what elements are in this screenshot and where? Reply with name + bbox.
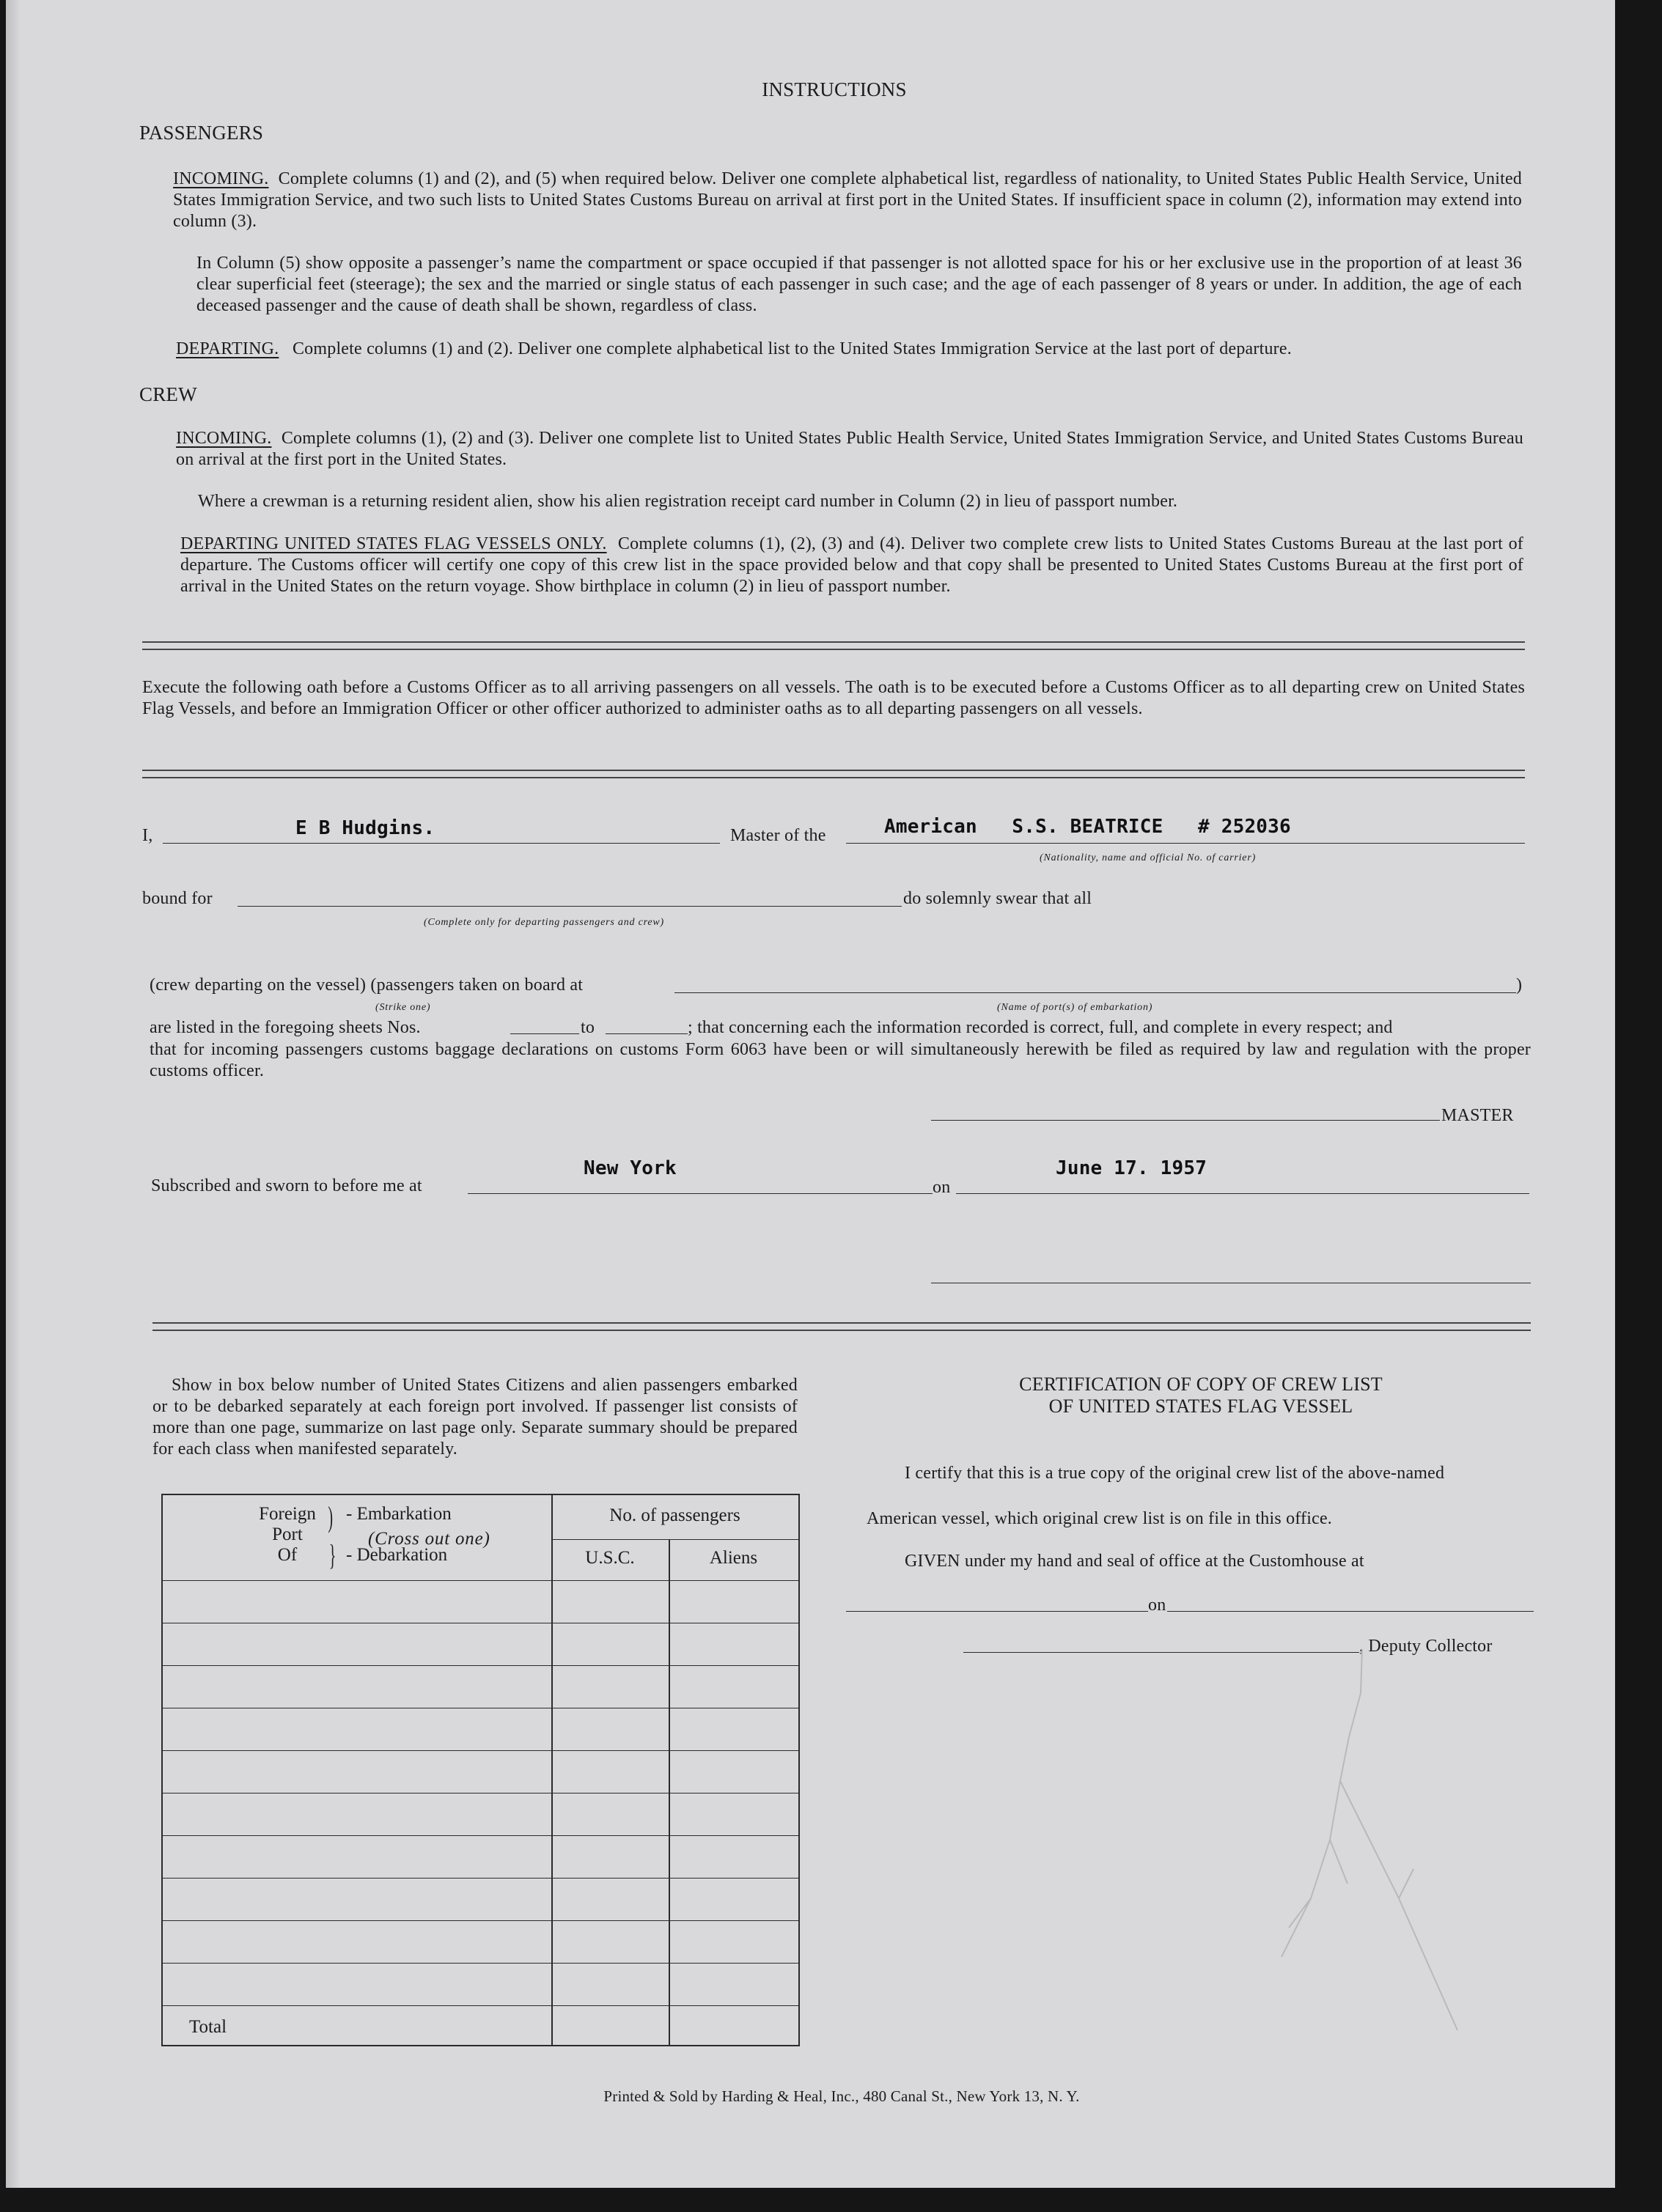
to-label: to <box>581 1018 595 1037</box>
bound-for-caption: (Complete only for departing passengers and crew) <box>424 917 664 928</box>
deputy-collector-label: , Deputy Collector <box>1359 1637 1493 1656</box>
table-row <box>163 1750 798 1751</box>
printer-footer: Printed & Sold by Harding & Heal, Inc., 480 Canal St., New York 13, N. Y. <box>603 2087 1080 2105</box>
table-row <box>163 1835 798 1836</box>
passengers-departing-label: DEPARTING. <box>176 339 279 358</box>
passenger-summary-table <box>161 1494 800 2046</box>
sheets-text: ; that concerning each the information recorded is correct, full, and complete in every respect; and <box>688 1018 1393 1037</box>
crew-incoming-text: Complete columns (1), (2) and (3). Deliver one complete list to United States Public Health Service, United States Immigration Service, and United States Customs Bureau on arrival at the first port in the United States. <box>176 429 1523 469</box>
total-label: Total <box>189 2017 227 2037</box>
document-page <box>6 0 1615 2188</box>
on-label: on <box>933 1178 951 1197</box>
crew-departing-paragraph <box>180 534 1523 597</box>
table-row <box>163 1665 798 1666</box>
oath-continuation: that for incoming passengers customs baggage declarations on customs Form 6063 have been or will simultaneously herewith be filed as required by law and regulation with the proper customs officer. <box>150 1040 1531 1080</box>
cross-out-caption: (Cross out one) <box>368 1529 490 1549</box>
passengers-departing-text: Complete columns (1) and (2). Deliver one complete alphabetical list to the United States Immigration Service at the last port of departure. <box>292 339 1292 358</box>
carrier-value: American S.S. BEATRICE # 252036 <box>884 816 1291 838</box>
table-row <box>163 1963 798 1964</box>
no-passengers-header: No. of passengers <box>609 1505 740 1525</box>
port-label: Port <box>272 1525 303 1544</box>
usc-header: U.S.C. <box>585 1548 635 1568</box>
sheets-label: are listed in the foregoing sheets Nos. <box>150 1018 421 1037</box>
section-divider <box>142 641 1525 650</box>
bound-for-line <box>238 906 902 907</box>
embarkation-label: - Embarkation <box>346 1504 452 1524</box>
oath-intro-paragraph: Execute the following oath before a Customs Officer as to all arriving passengers on all vessels. The oath is to be executed before a Customs Officer as to all departing crew on United States Flag Vessels, and before an Immigration Officer or other officer authorized to administer oaths as to all departing passengers on all vessels. <box>142 678 1525 718</box>
master-signature-line <box>931 1120 1440 1121</box>
crew-departing-label: DEPARTING UNITED STATES FLAG VESSELS ONLY. <box>180 534 607 553</box>
passengers-incoming-text: Complete columns (1) and (2), and (5) when required below. Deliver one complete alphabetical list, regardless of nationality, to United States Public Health Service, United States Immigration Service, and two such lists to United States Customs Bureau on arrival at first port in the United States. If insufficient space in column (2), information may extend into column (3). <box>173 169 1522 231</box>
debarkation-label: - Debarkation <box>346 1545 448 1565</box>
master-label: MASTER <box>1441 1106 1514 1125</box>
sworn-date-value: June 17. 1957 <box>1056 1157 1207 1179</box>
crew-departing-text: Complete columns (1), (2), (3) and (4). Deliver two complete crew lists to United States Customs Bureau at the last port of departure. The Customs officer will certify one copy of this crew list in the space provided below and that copy shall be presented to United States Customs Bureau at the first port of arrival in the United States on the return voyage. Show birthplace in column (2) in lieu of passport number. <box>180 534 1523 596</box>
passengers-heading: PASSENGERS <box>139 122 264 144</box>
right-brace-icon: } <box>328 1538 337 1571</box>
crew-passengers-text: (crew departing on the vessel) (passengers taken on board at <box>150 976 584 995</box>
customhouse-line <box>846 1611 1148 1612</box>
certification-title-line1: CERTIFICATION OF COPY OF CREW LIST <box>1019 1374 1383 1395</box>
page-title: INSTRUCTIONS <box>762 78 907 100</box>
certification-date-line <box>1167 1611 1534 1612</box>
subscribed-label: Subscribed and sworn to before me at <box>151 1176 422 1195</box>
carrier-caption: (Nationality, name and official No. of carrier) <box>1040 852 1257 863</box>
sworn-date-line <box>956 1193 1529 1194</box>
crew-resident-paragraph: Where a crewman is a returning resident alien, show his alien registration receipt card number in Column (2) in lieu of passport number. <box>198 492 1178 511</box>
oath-i-label: I, <box>142 826 153 845</box>
crew-incoming-paragraph <box>176 428 1523 471</box>
certification-text-line3: GIVEN under my hand and seal of office at the Customhouse at <box>905 1552 1364 1571</box>
crew-heading: CREW <box>139 383 197 405</box>
master-name-line <box>163 843 720 844</box>
certification-text-line2: American vessel, which original crew list is on file in this office. <box>867 1509 1332 1528</box>
sworn-place-line <box>468 1193 933 1194</box>
passengers-departing-paragraph <box>176 339 1525 360</box>
port-caption: (Name of port(s) of embarkation) <box>997 1002 1153 1013</box>
sworn-place-value: New York <box>584 1157 677 1179</box>
section-divider <box>152 1322 1531 1331</box>
sheet-from-line <box>510 1033 579 1034</box>
master-of-label: Master of the <box>730 826 826 845</box>
certification-title-line2: OF UNITED STATES FLAG VESSEL <box>1048 1396 1353 1417</box>
crew-incoming-label: INCOMING. <box>176 429 272 448</box>
summary-instructions: Show in box below number of United States Citizens and alien passengers embarked or to be debarked separately at each foreign port involved. If passenger list consists of more than one page, summarize on last page only. Separate summary should be prepared for each class when manifested separately. <box>152 1376 798 1459</box>
certification-on-label: on <box>1148 1596 1166 1615</box>
carrier-line <box>846 843 1525 844</box>
master-name-value: E B Hudgins. <box>295 817 435 839</box>
right-brace-icon: ) <box>328 1500 333 1533</box>
foreign-label: Foreign <box>259 1504 316 1524</box>
table-row <box>163 2005 798 2006</box>
table-divider <box>551 1539 798 1540</box>
passengers-incoming-paragraph <box>173 169 1522 232</box>
bound-for-label: bound for <box>142 889 213 908</box>
passengers-column5-paragraph: In Column (5) show opposite a passenger’s name the compartment or space occupied if that passenger is not allotted space for his or her exclusive use in the proportion of at least 36 clear superficial feet (steerage); the sex and the married or single status of each passenger in such case; and the age of each passenger of 8 years or under. In addition, the age of each deceased passenger and the cause of death shall be shown, regardless of class. <box>196 254 1522 315</box>
table-row <box>163 1920 798 1921</box>
paper-crack-mark <box>1267 1649 1501 2089</box>
aliens-header: Aliens <box>709 1548 758 1568</box>
page-edge-shadow <box>6 0 21 2188</box>
table-row <box>163 1878 798 1879</box>
passengers-incoming-label: INCOMING. <box>173 169 269 188</box>
strike-caption: (Strike one) <box>375 1002 431 1013</box>
section-divider <box>142 770 1525 778</box>
sheet-to-line <box>606 1033 688 1034</box>
certification-text-line1: I certify that this is a true copy of the original crew list of the above-named <box>905 1464 1445 1483</box>
swear-text: do solemnly swear that all <box>903 889 1092 908</box>
table-divider <box>163 1580 798 1581</box>
table-divider <box>669 1539 670 2045</box>
close-paren: ) <box>1516 976 1523 995</box>
of-label: Of <box>277 1545 298 1565</box>
embarkation-port-line <box>674 992 1516 993</box>
